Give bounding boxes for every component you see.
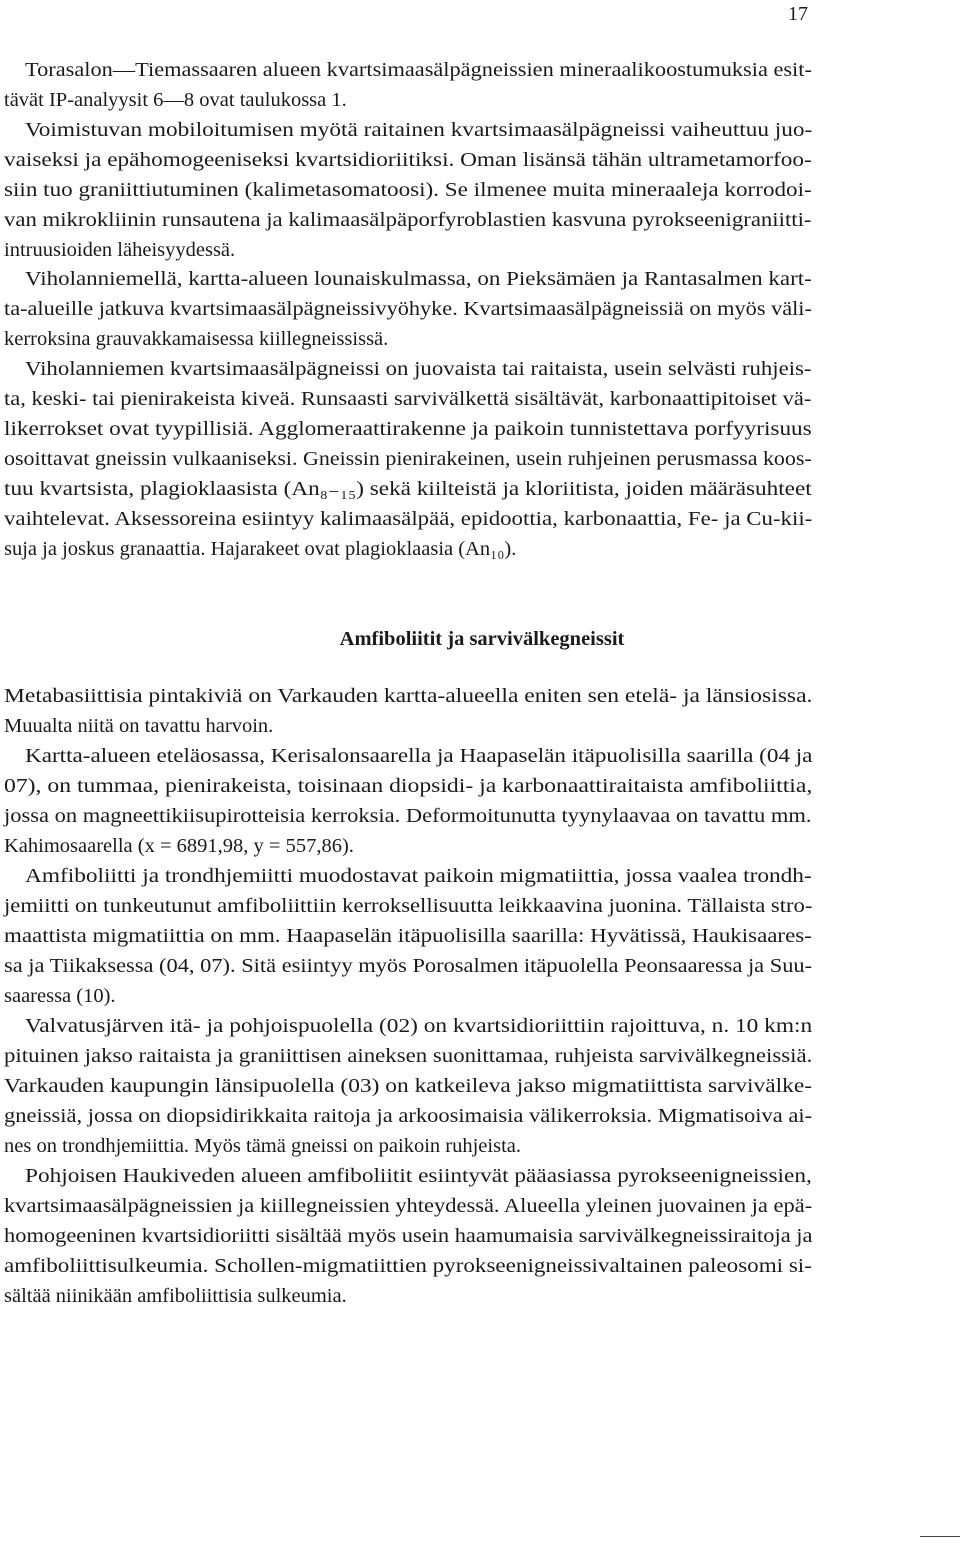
text-line: Viholanniemellä, kartta-alueen lounaiskulmassa, on Pieksämäen ja Rantasalmen kart- [25,268,812,290]
text-line: Torasalon—Tiemassaaren alueen kvartsimaasälpägneissien mineraalikoostumuksia esit- [25,59,812,81]
text-line: saaressa (10). [4,985,116,1007]
text-line: ta-alueille jatkuva kvartsimaasälpägneissivyöhyke. Kvartsimaasälpägneissiä on myös väli- [4,298,812,320]
text-line: pituinen jakso raitaista ja graniittisen aineksen suonittamaa, ruhjeista sarvivälkegneissiä. [4,1045,813,1067]
text-line: van mikrokliinin runsautena ja kalimaasälpäporfyroblastien kasvuna pyrokseenigraniitti- [4,209,812,231]
text-line: vaiseksi ja epähomogeeniseksi kvartsidioriitiksi. Oman lisänsä tähän ultrametamorfoo- [4,149,812,171]
text-line: maattista migmatiittia on mm. Haapaselän itäpuolisilla saarilla: Hyvätissä, Haukisaares- [4,925,812,947]
text-line: Varkauden kaupungin länsipuolella (03) on katkeileva jakso migmatiittista sarvivälke- [4,1075,813,1097]
text-line: suja ja joskus granaattia. Hajarakeet ovat plagioklaasia (An₁₀). [4,538,517,560]
text-line: jossa on magneettikiisupirotteisia kerroksia. Deformoitunutta tyynylaavaa on tavattu mm. [4,805,812,827]
text-line: intruusioiden läheisyydessä. [4,239,236,261]
text-line: sa ja Tiikaksessa (04, 07). Sitä esiintyy myös Porosalmen itäpuolella Peonsaaressa ja Suu- [4,955,813,977]
text-line: Pohjoisen Haukiveden alueen amfiboliitit esiintyvät pääasiassa pyrokseenigneissien, [25,1165,812,1187]
text-line: tävät IP-analyysit 6—8 ovat taulukossa 1. [4,89,347,111]
text-line: Muualta niitä on tavattu harvoin. [4,715,274,737]
page-number: 17 [788,3,808,25]
text-line: kerroksina grauvakkamaisessa kiillegneississä. [4,328,389,350]
text-line: tuu kvartsista, plagioklaasista (An₈₋₁₅) sekä kiilteistä ja kloriitista, joiden määräsuhteet [4,478,812,500]
text-line: 07), on tummaa, pienirakeista, toisinaan diopsidi- ja karbonaattiraitaista amfiboliittia, [4,775,813,797]
text-line: Viholanniemen kvartsimaasälpägneissi on juovaista tai raitaista, usein selvästi ruhjeis- [25,358,812,380]
text-line: Kartta-alueen eteläosassa, Kerisalonsaarella ja Haapaselän itäpuolisilla saarilla (04 ja [25,745,813,767]
text-line: amfiboliittisulkeumia. Schollen-migmatiittien pyrokseenigneissivaltainen paleosomi si- [4,1255,812,1277]
section-heading [0,627,960,651]
text-line: vaihtelevat. Aksessoreina esiintyy kalimaasälpää, epidoottia, karbonaattia, Fe- ja Cu-kii- [4,508,813,530]
text-line: ta, keski- tai pienirakeista kiveä. Runsaasti sarvivälkettä sisältävät, karbonaattipitoiset vä- [4,388,812,410]
text-line: jemiitti on tunkeutunut amfiboliittiin kerroksellisuutta leikkaavina juonina. Tällaista stro- [4,895,813,917]
text-line: likerrokset ovat tyypillisiä. Agglomeraattirakenne ja paikoin tunnistettava porfyyrisuus [4,418,812,440]
text-line: Amfiboliitti ja trondhjemiitti muodostavat paikoin migmatiittia, jossa vaalea trondh- [25,865,812,887]
text-line: gneissiä, jossa on diopsidirikkaita raitoja ja arkoosimaisia välikerroksia. Migmatisoiva ai- [4,1105,813,1127]
text-line: Voimistuvan mobiloitumisen myötä raitainen kvartsimaasälpägneissi vaiheuttuu juo- [25,119,813,141]
text-line: Kahimosaarella (x = 6891,98, y = 557,86). [4,835,354,857]
text-line: siin tuo graniittiutuminen (kalimetasomatoosi). Se ilmenee muita mineraaleja korrodoi- [4,179,812,201]
text-line: Valvatusjärven itä- ja pohjoispuolella (02) on kvartsidioriittiin rajoittuva, n. 10 km:n [25,1015,813,1037]
text-line: kvartsimaasälpägneissien ja kiillegneissien yhteydessä. Alueella yleinen juovainen ja epä- [4,1195,813,1217]
text-line: osoittavat gneissin vulkaaniseksi. Gneissin pienirakeinen, usein ruhjeinen perusmassa koos- [4,448,812,470]
section-heading-text: Amfiboliitit ja sarvivälkegneissit [339,628,625,650]
text-line: Metabasiittisia pintakiviä on Varkauden kartta-alueella eniten sen etelä- ja länsiosissa. [4,685,813,707]
text-line: sältää niinikään amfiboliittisia sulkeumia. [4,1285,347,1307]
text-line: nes on trondhjemiittia. Myös tämä gneissi on paikoin ruhjeista. [4,1135,521,1157]
footer-rule [920,1536,960,1537]
text-line: homogeeninen kvartsidioriitti sisältää myös usein haamumaisia sarvivälkegneissiraitoja ja [4,1225,813,1247]
